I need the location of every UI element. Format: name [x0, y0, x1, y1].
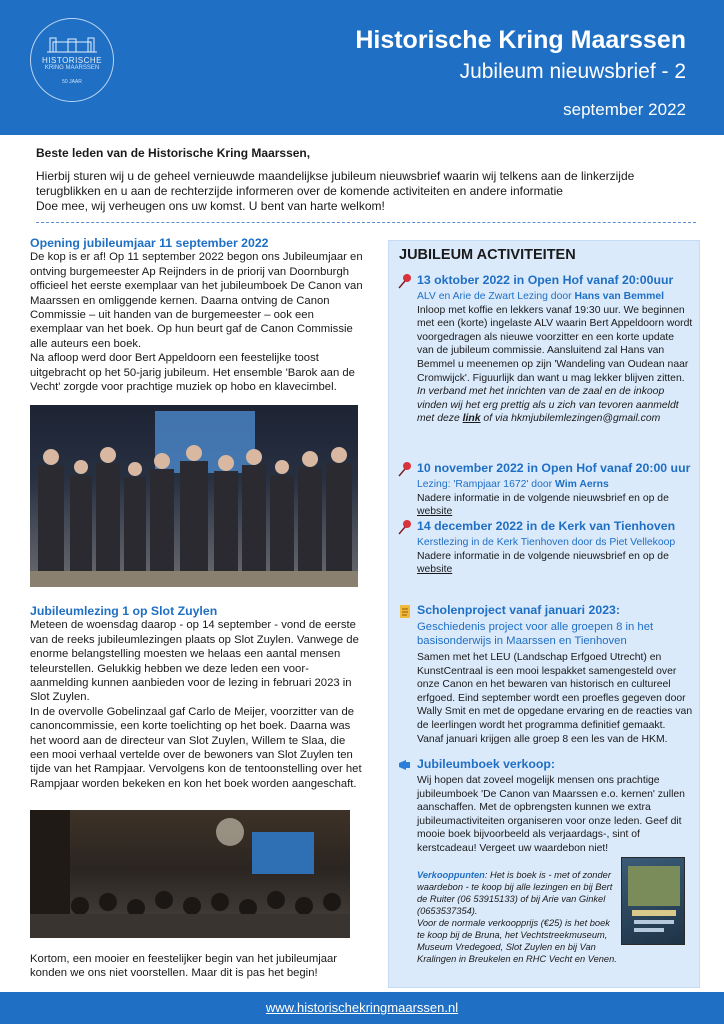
event-title: 10 november 2022 in Open Hof vanaf 20:00 uur [417, 461, 691, 475]
event-title: 13 oktober 2022 in Open Hof vanaf 20:00uur [417, 273, 674, 287]
book-cover-image [621, 857, 685, 945]
project-body [417, 620, 693, 746]
website-link[interactable]: www.historischekringmaarssen.nl [265, 1000, 459, 1015]
project-description: Samen met het LEU (Landschap Erfgoed Utrecht) en KunstCentraal is een mooi lespakket samengesteld over onze Canon en het bewaren van historisch en cultureel erfgoed. Eind september wordt een proefles gegeven door Wally Smit en met de opgedane ervaring en de reacties van de leerlingen wordt het programma definitief gemaakt. Vanaf januari krijgen alle groep 8 een les van de HKM. [417, 652, 693, 745]
intro-welcome: Doe mee, wij verheugen ons uw komst. U bent van harte welkom! [36, 199, 385, 213]
divider [36, 222, 696, 223]
event-note-text: In verband met het inrichten van de zaal en de inkoop vinden wij het erg prettig als u zich van tevoren aanmeldt met deze [417, 386, 679, 425]
intro-text: Hierbij sturen wij u de geheel vernieuwde maandelijkse jubileum nieuwsbrief waarin wij telkens aan de linkerzijde terugblikken en u aan de rechterzijde informeren over de komende activiteiten en andere informatie [36, 169, 635, 198]
event-body [417, 290, 693, 426]
speaker-name: Wim Aerns [554, 479, 609, 490]
logo-text-2: KRING MAARSSEN [44, 64, 100, 71]
megaphone-icon [397, 757, 413, 773]
event-subtitle: Kerstlezing in de Kerk Tienhoven door ds Piet Vellekoop [417, 537, 676, 548]
event-note [417, 385, 693, 426]
sales-points-a: : Het is boek is - met of zonder waardebon - te koop bij alle lezingen en bij Bert de Ruiter (06 53915133) of bij Arie van Ginkel (0653537354). [417, 870, 613, 916]
page-title: Historische Kring Maarssen [355, 26, 686, 54]
pushpin-icon [397, 273, 413, 289]
group-photo [30, 405, 358, 587]
event-subtitle-text: ALV en Arie de Zwart Lezing door [417, 291, 575, 302]
sales-points-text [417, 869, 617, 917]
event-description [417, 550, 693, 577]
logo-text-3: 50 JAAR [62, 78, 82, 85]
event-description-text: Nadere informatie in de volgende nieuwsbrief en op de [417, 492, 669, 504]
pushpin-icon [397, 461, 413, 477]
event-description [417, 492, 693, 519]
lecture-photo [30, 810, 350, 938]
event-description-text: Nadere informatie in de volgende nieuwsbrief en op de [417, 550, 669, 562]
footer [0, 992, 724, 1024]
closing-paragraph: Kortom, een mooier en feestelijker begin van het jubileumjaar konden we ons niet voorstellen. Maar dit is pas het begin! [30, 953, 338, 980]
website-link[interactable]: website [417, 564, 453, 576]
castle-icon [47, 36, 97, 54]
event-subtitle-text: Lezing: 'Rampjaar 1672' door [417, 479, 555, 490]
newsletter-header [0, 0, 724, 135]
article-paragraph: De kop is er af! Op 11 september 2022 begon ons Jubileumjaar en ontving burgemeester Ap Reijnders in de priorij van Doornburgh officieel het eerste exemplaar van het jubileumboek De Canon van Maarssen en omliggende kernen. Daarna ontving de Canon Commissie – uit handen van de burgemeester – ook een exemplaar van het boek. Op hun beurt gaf de Canon Commissie alle auteurs een boek. [30, 251, 363, 350]
signup-email: of via hkmjubilemlezingen@gmail.com [480, 413, 661, 425]
hkm-logo [30, 18, 114, 102]
sales-description: Wij hopen dat zoveel mogelijk mensen ons prachtige jubileumboek 'De Canon van Maarssen e.o. kernen' zullen aanschaffen. Met de opbrengsten kunnen we extra jubileumactiviteiten organiseren voor onze leden. Geef dit mooie boek bijvoorbeeld als verjaardags-, sint of kerstcadeau! Vergeet uw waardebon niet! [417, 775, 685, 854]
logo-text-1: HISTORISCHE [41, 55, 103, 65]
article-paragraph: In de overvolle Gobelinzaal gaf Carlo de Meijer, voorzitter van de canoncommissie, een korte toelichting op het boek. Daarna was het woord aan de directeur van Slot Zuylen, Willem te Slaa, die een mooi verhaal vertelde over de bewoners van Slot Zuylen ten tijde van het Rampjaar. Vervolgens kon de tentoonstelling over het Rampjaar worden bekeken en kon het boek worden aangeschaft. [30, 705, 362, 790]
closing-text [30, 952, 366, 981]
sales-points-label: Verkooppunten [417, 870, 485, 880]
intro [36, 146, 696, 214]
pushpin-icon [397, 519, 413, 535]
sales-points-b: Voor de normale verkoopprijs (€25) is het boek te koop bij de Bruna, het Vechtstreekmuseum, Museum Vredegoed, Slot Zuylen en bij Van Kralingen in Breukelen en RHC Vecht en Venen. [417, 918, 617, 964]
article-title: Jubileumlezing 1 op Slot Zuylen [30, 604, 218, 618]
speaker-name: Hans van Bemmel [574, 291, 665, 302]
project-subtitle: Geschiedenis project voor alle groepen 8 in het basisonderwijs in Maarssen en Tienhoven [417, 621, 654, 647]
article-paragraph: Meteen de woensdag daarop - op 14 september - vond de eerste van de reeks jubileumlezingen plaats op Slot Zuylen. Vanwege de enorme belangstelling moesten we helaas een aantal mensen teleurstellen. Gelukkig hebben we deze leden een voor-aanmelding kunnen aanbieden voor de lezing in februari 2023 in Slot Zuylen. [30, 619, 359, 704]
sales-title: Jubileumboek verkoop: [417, 757, 556, 771]
article-title: Opening jubileumjaar 11 september 2022 [30, 236, 269, 250]
event-body [417, 536, 693, 577]
article-paragraph: Na afloop werd door Bert Appeldoorn een feestelijke toost uitgebracht op het 50-jarig jubileum. Het ensemble 'Barok aan de Vecht' zorgde voor prachtige muziek op hobo en klavecimbel. [30, 352, 355, 394]
sales-points [417, 869, 617, 965]
project-title: Scholenproject vanaf januari 2023: [417, 603, 620, 617]
event-description: Inloop met koffie en lekkers vanaf 19:30 uur. We beginnen met een (korte) ingelaste ALV waarin Bert Appeldoorn wordt voorgedragen als nieuwe voorzitter en een korte update van de jubileum commissie. Aansluitend zal Hans van Bemmel u meenemen op zijn 'Wandeling van Oudean naar Cromwijck'. Figuurlijk dan want u mag lekker blijven zitten. [417, 304, 693, 384]
event-subtitle [417, 478, 693, 492]
event-subtitle [417, 290, 693, 304]
panel-title: JUBILEUM ACTIVITEITEN [399, 247, 576, 263]
event-title: 14 december 2022 in de Kerk van Tienhoven [417, 519, 676, 533]
signup-link[interactable]: link [462, 413, 481, 425]
website-link[interactable]: website [417, 506, 453, 518]
page-subtitle: Jubileum nieuwsbrief - 2 [459, 60, 686, 83]
issue-date: september 2022 [563, 100, 686, 119]
article-lecture [30, 604, 366, 791]
notepad-icon [397, 603, 413, 619]
event-body [417, 478, 693, 519]
greeting: Beste leden van de Historische Kring Maarssen, [36, 146, 311, 160]
article-opening [30, 236, 366, 394]
activities-panel [388, 240, 700, 988]
sales-body [417, 774, 693, 856]
